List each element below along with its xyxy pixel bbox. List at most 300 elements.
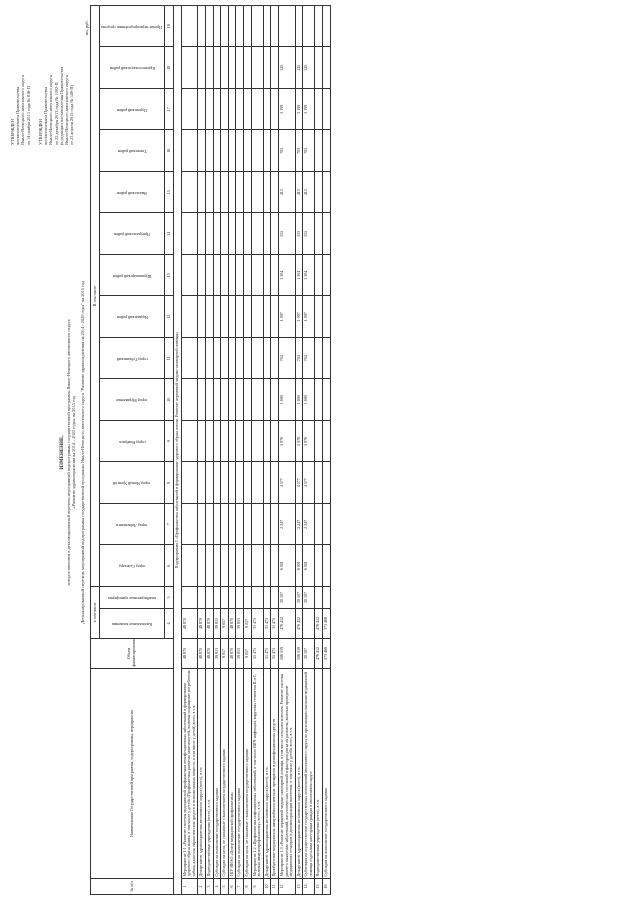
row-district-value [228, 379, 236, 421]
row-district-value: 5 976 [278, 421, 295, 463]
document-subtitle-line: которое вносится в детализированный перечень мероприятий подпрограммы государственной программы Ямало-Ненецкого автономного округа [66, 319, 71, 586]
row-district-value [271, 47, 279, 89]
row-district-value [251, 338, 263, 380]
row-district-value [236, 130, 244, 172]
row-district-value: 555 [278, 213, 295, 255]
header-name: Наименование Государственной программы, подпрограммы, мероприятия [91, 669, 174, 879]
row-district-value [263, 130, 271, 172]
header-district [100, 130, 165, 172]
table-row [221, 6, 229, 895]
row-district-value [221, 213, 229, 255]
row-district-value: 5 976 [303, 421, 315, 463]
row-transfers: 30 107 [303, 587, 315, 609]
row-district-value [228, 89, 236, 131]
row-district-value [213, 89, 221, 131]
row-name: Подведомственные учреждения (всего), в т.ч. [205, 669, 213, 879]
row-district-value [205, 545, 213, 587]
row-district-value [315, 89, 323, 131]
row-district-value: 4 577 [303, 462, 315, 504]
row-district-value [303, 6, 315, 48]
row-district-value [263, 47, 271, 89]
row-district-value [181, 338, 198, 380]
row-district-value [228, 172, 236, 214]
intro-line: Детализированный перечень мероприятий подпрограммы государственной программы Ямало-Ненецкого автономного округа "Развитие здравоохранения на 2014 - 2020 годы" на 2015 год [80, 281, 85, 624]
row-district-value [181, 462, 198, 504]
row-district-value: 3 199 [278, 89, 295, 131]
row-number: 4 [213, 879, 221, 895]
row-district-value [205, 89, 213, 131]
row-district-value [236, 213, 244, 255]
row-district-value [243, 47, 251, 89]
row-district-value [271, 296, 279, 338]
row-district-value [263, 89, 271, 131]
row-district-value [251, 255, 263, 297]
row-transfers [205, 587, 213, 609]
subprogram-heading: Подпрограмма 1 «Профилактика заболеваний и формирование здорового образа жизни. Развитие первичной медико-санитарной помощи» [174, 6, 182, 895]
row-district-value: 1 304 [303, 255, 315, 297]
column-number: 14 [165, 213, 174, 255]
row-transfers [243, 587, 251, 609]
row-district-value [271, 421, 279, 463]
row-district-value [271, 130, 279, 172]
row-district-value: 3 199 [295, 89, 303, 131]
row-district-value [181, 47, 198, 89]
row-volume: 30 107 [303, 639, 315, 669]
row-district-value: 1 304 [295, 255, 303, 297]
table-row [236, 6, 244, 895]
row-district-value [236, 47, 244, 89]
row-transfers [228, 587, 236, 609]
row-district-value: 145 [278, 47, 295, 89]
row-capital: 373 468 [323, 609, 331, 639]
row-district-value: 705 [278, 130, 295, 172]
row-district-value [251, 504, 263, 546]
row-district-value [263, 172, 271, 214]
row-district-value [221, 379, 229, 421]
row-district-value [198, 462, 206, 504]
row-transfers [271, 587, 279, 609]
row-district-value: 4 577 [278, 462, 295, 504]
row-district-value: 705 [303, 130, 315, 172]
row-district-value [228, 130, 236, 172]
row-capital: 31 475 [263, 609, 271, 639]
row-district-value [213, 6, 221, 48]
table-row [263, 6, 271, 895]
row-volume: 31 475 [271, 639, 279, 669]
row-district-value: 704 [303, 338, 315, 380]
row-district-value [221, 6, 229, 48]
district-label: Ямальский район [117, 190, 147, 196]
row-district-value [181, 255, 198, 297]
stamp-line: Ямало-Ненецкого автономного округа [48, 75, 54, 145]
row-district-value [243, 213, 251, 255]
row-district-value: 413 [303, 172, 315, 214]
row-number: 13 [295, 879, 303, 895]
row-district-value [181, 504, 198, 546]
row-district-value [315, 504, 323, 546]
row-district-value: 1 097 [295, 296, 303, 338]
row-district-value [181, 545, 198, 587]
header-volume: Объем финансирования [91, 639, 174, 669]
row-number: 14 [303, 879, 315, 895]
row-district-value [221, 89, 229, 131]
row-district-value [221, 172, 229, 214]
row-district-value [221, 255, 229, 297]
row-district-value [251, 421, 263, 463]
header-district [100, 47, 165, 89]
row-transfers: 30 107 [295, 587, 303, 609]
row-district-value [213, 421, 221, 463]
district-label: Красноселькупский район [109, 66, 155, 72]
row-district-value [323, 338, 331, 380]
row-district-value [243, 421, 251, 463]
row-district-value [323, 6, 331, 48]
row-district-value [198, 172, 206, 214]
row-district-value [221, 296, 229, 338]
district-label: город Муравленко [116, 398, 148, 404]
row-district-value: 1 690 [278, 379, 295, 421]
row-district-value: 1 690 [295, 379, 303, 421]
row-district-value [263, 6, 271, 48]
row-district-value [263, 379, 271, 421]
header-transfers [100, 587, 165, 609]
row-district-value [271, 172, 279, 214]
row-district-value [251, 296, 263, 338]
row-volume: 48 870 [205, 639, 213, 669]
row-district-value [228, 6, 236, 48]
row-volume: 9 057 [243, 639, 251, 669]
row-district-value [198, 89, 206, 131]
row-district-value [198, 296, 206, 338]
row-district-value [323, 545, 331, 587]
district-label: город Салехард [118, 564, 146, 570]
row-district-value [271, 462, 279, 504]
row-district-value [315, 421, 323, 463]
row-transfers [263, 587, 271, 609]
column-number: 7 [165, 504, 174, 546]
row-district-value [263, 296, 271, 338]
approval-stamp-top [10, 75, 31, 145]
stamp-line: постановлением Правительства [43, 86, 49, 145]
district-label: Пуровский район [117, 107, 147, 113]
row-district-value [213, 504, 221, 546]
row-district-value [221, 47, 229, 89]
row-district-value [205, 379, 213, 421]
row-district-value [205, 6, 213, 48]
table-row [323, 6, 331, 895]
row-district-value: 6 001 [295, 545, 303, 587]
row-district-value [263, 338, 271, 380]
header-district [100, 172, 165, 214]
row-number: 7 [236, 879, 244, 895]
document-title: ИЗМЕНЕНИЕ, [60, 435, 65, 470]
row-district-value [315, 462, 323, 504]
row-district-value [205, 421, 213, 463]
row-district-value [315, 296, 323, 338]
row-name: Подведомственные учреждения (всего), в т.ч. [315, 669, 323, 879]
row-district-value [236, 504, 244, 546]
row-district-value [323, 462, 331, 504]
row-district-value [221, 462, 229, 504]
row-volume: 39 813 [213, 639, 221, 669]
row-district-value: 704 [278, 338, 295, 380]
table-row [198, 6, 206, 895]
table-row [295, 6, 303, 895]
row-district-value [323, 89, 331, 131]
row-district-value: 145 [295, 47, 303, 89]
row-number: 12 [278, 879, 295, 895]
row-district-value: 1 304 [278, 255, 295, 297]
row-district-value [323, 172, 331, 214]
row-capital: 9 057 [243, 609, 251, 639]
row-name: Мероприятие 1.2 «Профилактика инфекционных заболеваний, в том числе ВИЧ-инфекции, вирусных гепатитов В и С, включая иммунопрофилактику» всего, в т.ч. [251, 669, 263, 879]
district-label: Прочие нераспределённые средства [101, 24, 163, 30]
row-district-value [271, 213, 279, 255]
row-capital [303, 609, 315, 639]
column-number: 15 [165, 172, 174, 214]
header-district [100, 379, 165, 421]
row-district-value [181, 172, 198, 214]
row-number: 10 [263, 879, 271, 895]
row-name: ГКУ ЯНАО «Центр медицинской профилактики» [228, 669, 236, 879]
document-subtitle-line: «Развитие здравоохранения на 2014 – 2020 годы» на 2015 год [71, 396, 76, 509]
stamp-line: от 23 апреля 2015 года № 349-П) [69, 85, 75, 145]
row-district-value [213, 213, 221, 255]
row-district-value [243, 504, 251, 546]
row-transfers [198, 587, 206, 609]
row-district-value [181, 379, 198, 421]
row-volume: 48 870 [181, 639, 198, 669]
row-district-value [271, 504, 279, 546]
row-district-value [271, 89, 279, 131]
table-row [228, 6, 236, 895]
row-district-value [236, 172, 244, 214]
row-district-value [198, 379, 206, 421]
header-municipal: В том числе [91, 6, 100, 587]
row-district-value [228, 47, 236, 89]
row-district-value [205, 462, 213, 504]
row-district-value [263, 421, 271, 463]
row-district-value [315, 172, 323, 214]
row-name: Субсидии на выполнение государственного задания [236, 669, 244, 879]
row-district-value [236, 6, 244, 48]
row-capital: 9 057 [221, 609, 229, 639]
row-volume: 31 475 [263, 639, 271, 669]
row-district-value [228, 504, 236, 546]
row-district-value: 1 097 [278, 296, 295, 338]
table-row [243, 6, 251, 895]
table-row [303, 6, 315, 895]
row-district-value [236, 255, 244, 297]
row-volume: 476 412 [315, 639, 323, 669]
stamp-line: (в редакции постановления Правительства [58, 66, 64, 145]
row-capital: 31 475 [271, 609, 279, 639]
row-district-value [243, 255, 251, 297]
row-district-value: 704 [295, 338, 303, 380]
row-capital: 48 870 [198, 609, 206, 639]
header-district [100, 89, 165, 131]
row-district-value: 3 199 [303, 89, 315, 131]
row-district-value [251, 172, 263, 214]
column-number: 17 [165, 89, 174, 131]
row-district-value [205, 255, 213, 297]
header-transfers-text: межбюджетные трансферты [108, 595, 156, 601]
row-volume: 48 870 [228, 639, 236, 669]
row-number: 11 [271, 879, 279, 895]
table-row [205, 6, 213, 895]
table-row [213, 6, 221, 895]
row-district-value [205, 504, 213, 546]
column-number: 6 [165, 545, 174, 587]
row-district-value [243, 89, 251, 131]
row-district-value [198, 338, 206, 380]
row-district-value [213, 462, 221, 504]
row-district-value [213, 379, 221, 421]
row-district-value [251, 47, 263, 89]
row-district-value [181, 421, 198, 463]
stamp-line: от 25 декабря 2013 года № 1092-П [53, 82, 59, 145]
row-district-value [213, 172, 221, 214]
header-district [100, 421, 165, 463]
row-district-value [181, 296, 198, 338]
row-district-value: 5 976 [295, 421, 303, 463]
row-district-value [198, 421, 206, 463]
row-volume: 9 057 [221, 639, 229, 669]
row-district-value [236, 462, 244, 504]
row-capital: 31 475 [251, 609, 263, 639]
row-capital: 48 870 [205, 609, 213, 639]
row-capital: 39 813 [236, 609, 244, 639]
header-district [100, 213, 165, 255]
row-name: Мероприятие 1.3 «Развитие первичной медико-санитарной помощи, в том числе сельским жителям. Развитие системы раннего выявления заболеваний, патологических состояний и факторов риска их развития, включая проведение медицинских осмотров и диспансеризации населения, в том числе у детей» всего, в т.ч. [278, 669, 295, 879]
table-row [315, 6, 323, 895]
row-district-value [243, 6, 251, 48]
row-district-value [323, 379, 331, 421]
stamp-line: УТВЕРЖДЕН [38, 119, 43, 145]
row-number: 6 [228, 879, 236, 895]
row-district-value [198, 130, 206, 172]
row-name: Субсидии на выполнение государственного задания [323, 669, 331, 879]
row-name: Департамент здравоохранения автономного округа (всего), в т.ч. [295, 669, 303, 879]
row-transfers [251, 587, 263, 609]
row-district-value [315, 255, 323, 297]
header-district [100, 504, 165, 546]
row-district-value [315, 130, 323, 172]
column-number: 12 [165, 296, 174, 338]
district-label: Приуральский район [114, 232, 150, 238]
row-capital: 476 412 [278, 609, 295, 639]
row-district-value [251, 379, 263, 421]
row-transfers: 30 107 [278, 587, 295, 609]
row-district-value [181, 213, 198, 255]
row-district-value [228, 296, 236, 338]
row-district-value: 705 [295, 130, 303, 172]
stamp-line: Ямало-Ненецкого автономного округа [20, 75, 26, 145]
row-district-value [323, 504, 331, 546]
stamp-line: постановлением Правительства [15, 86, 21, 145]
row-district-value [263, 462, 271, 504]
header-district [100, 296, 165, 338]
district-label: город Губкинский [116, 356, 148, 362]
row-name: Департамент здравоохранения автономного округа (всего), в т.ч. [198, 669, 206, 879]
row-district-value [236, 89, 244, 131]
row-district-value [243, 130, 251, 172]
column-number: 11 [165, 338, 174, 380]
row-name: Приобретение медицинских иммунобиологических препаратов и дезинфекционных средств [271, 669, 279, 879]
row-district-value: 555 [303, 213, 315, 255]
row-district-value [315, 379, 323, 421]
row-district-value [251, 462, 263, 504]
district-label: Тазовский район [117, 149, 147, 155]
row-transfers [213, 587, 221, 609]
row-district-value [278, 6, 295, 48]
column-number: 16 [165, 130, 174, 172]
row-district-value [221, 504, 229, 546]
row-district-value [228, 338, 236, 380]
row-volume: 31 475 [251, 639, 263, 669]
row-name: Субсидии на цели, не связанные с выполнением государственного задания [243, 669, 251, 879]
row-district-value: 6 001 [303, 545, 315, 587]
row-district-value [243, 172, 251, 214]
row-district-value [228, 545, 236, 587]
row-name: Департамент здравоохранения автономного округа (всего), в т.ч. [263, 669, 271, 879]
table-row [181, 6, 198, 895]
row-district-value [228, 213, 236, 255]
row-number: 1 [181, 879, 198, 895]
row-district-value [198, 545, 206, 587]
column-number: 19 [165, 6, 174, 48]
row-number: 16 [323, 879, 331, 895]
row-district-value: 413 [295, 172, 303, 214]
row-district-value [236, 379, 244, 421]
row-capital: 39 813 [213, 609, 221, 639]
row-district-value [221, 338, 229, 380]
row-number: 5 [221, 879, 229, 895]
stamp-line: Ямало-Ненецкого автономного округа [64, 75, 70, 145]
row-capital: 48 870 [181, 609, 198, 639]
header-district [100, 255, 165, 297]
column-number: 5 [165, 587, 174, 609]
row-district-value [221, 130, 229, 172]
row-district-value [236, 338, 244, 380]
row-district-value [323, 213, 331, 255]
row-transfers [221, 587, 229, 609]
row-capital: 476 412 [315, 609, 323, 639]
row-district-value [271, 255, 279, 297]
row-district-value [205, 130, 213, 172]
row-district-value: 2 247 [295, 504, 303, 546]
row-capital: 48 870 [228, 609, 236, 639]
row-number: 15 [315, 879, 323, 895]
row-district-value [198, 255, 206, 297]
row-district-value [198, 6, 206, 48]
row-district-value [198, 47, 206, 89]
row-district-value [251, 89, 263, 131]
row-district-value [228, 462, 236, 504]
row-district-value: 1 097 [303, 296, 315, 338]
row-district-value [205, 172, 213, 214]
row-district-value: 1 690 [303, 379, 315, 421]
row-district-value [323, 296, 331, 338]
row-name: Мероприятие 1.1 «Развитие системы медицинской профилактики неинфекционных заболеваний и формирование здорового образа жизни, в том числе у детей» (Профилактика развития зависимостей, включая сокращение потребления табака, алкоголя, наркотических средств и психоактивных веществ, в том числе у детей) всего, в т.ч. [181, 669, 198, 879]
row-district-value [243, 462, 251, 504]
table-row [278, 6, 295, 895]
column-number: 8 [165, 462, 174, 504]
row-volume: 48 870 [198, 639, 206, 669]
row-name: Субвенции на осуществление государственных полномочий автономного округа по организации оказания медицинской помощи отдельным категориям граждан в автономном округе [303, 669, 315, 879]
header-num: № п/п [91, 879, 174, 895]
row-district-value [213, 255, 221, 297]
